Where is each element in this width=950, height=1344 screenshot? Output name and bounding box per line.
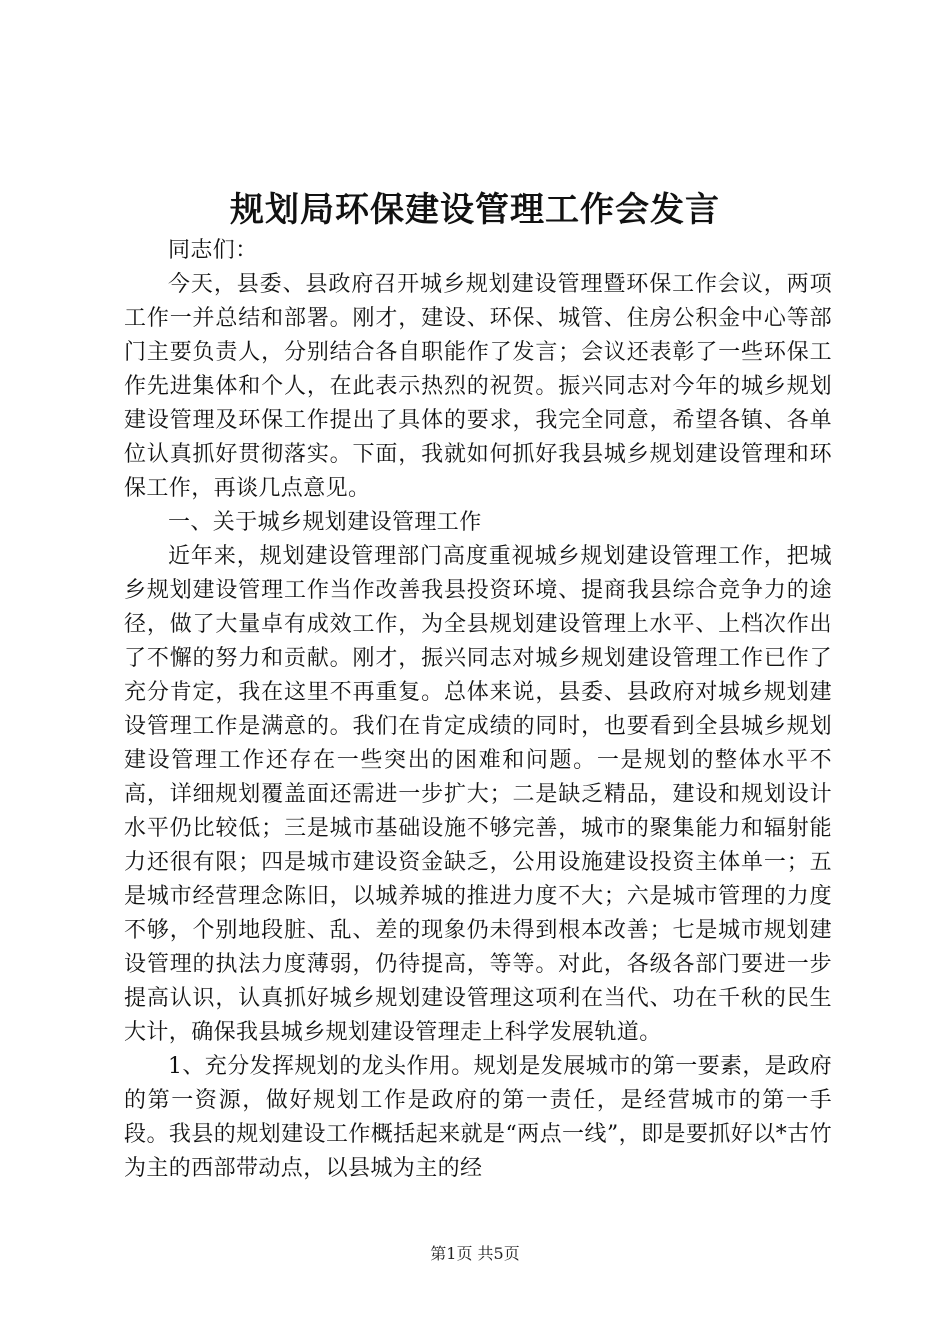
- section-heading: 一、关于城乡规划建设管理工作: [168, 510, 482, 535]
- body-paragraph: 近年来，规划建设管理部门高度重视城乡规划建设管理工作，把城乡规划建设管理工作当作改善我县投资环境、提商我县综合竞争力的途径，做了大量卓有成效工作，为全县规划建设管理上水平、上档次作出了不懈的努力和贡献。刚才，振兴同志对城乡规划建设管理工作已作了充分肯定，我在这里不再重复。总体来说，县委、县政府对城乡规划建设管理工作是满意的。我们在肯定成绩的同时，也要看到全县城乡规划建设管理工作还存在一些突出的困难和问题。一是规划的整体水平不高，详细规划覆盖面还需进一步扩大；二是缺乏精品，建设和规划设计水平仍比较低；三是城市基础设施不够完善，城市的聚集能力和辐射能力还很有限；四是城市建设资金缺乏，公用设施建设投资主体单一；五是城市经营理念陈旧，以城养城的推进力度不大；六是城市管理的力度不够，个别地段脏、乱、差的现象仍未得到根本改善；七是城市规划建设管理的执法力度薄弱，仍待提高，等等。对此，各级各部门要进一步提高认识，认真抓好城乡规划建设管理这项利在当代、功在千秋的民生大计，确保我县城乡规划建设管理走上科学发展轨道。: [124, 544, 832, 1045]
- page-number-footer: 第1页 共5页: [430, 1244, 520, 1263]
- salutation-paragraph: 同志们：: [168, 238, 258, 263]
- body-paragraph: 1、充分发挥规划的龙头作用。规划是发展城市的第一要素，是政府的第一资源，做好规划工作是政府的第一责任，是经营城市的第一手段。我县的规划建设工作概括起来就是“两点一线”，即是要抓好以*古竹为主的西部带动点，以县城为主的经: [124, 1054, 832, 1181]
- document-body: [124, 234, 832, 1186]
- body-paragraph: 今天，县委、县政府召开城乡规划建设管理暨环保工作会议，两项工作一并总结和部署。刚才，建设、环保、城管、住房公积金中心等部门主要负责人，分别结合各自职能作了发言；会议还表彰了一些环保工作先进集体和个人，在此表示热烈的祝贺。振兴同志对今年的城乡规划建设管理及环保工作提出了具体的要求，我完全同意，希望各镇、各单位认真抓好贯彻落实。下面，我就如何抓好我县城乡规划建设管理和环保工作，再谈几点意见。: [124, 272, 832, 501]
- document-title: 规划局环保建设管理工作会发言: [230, 190, 720, 230]
